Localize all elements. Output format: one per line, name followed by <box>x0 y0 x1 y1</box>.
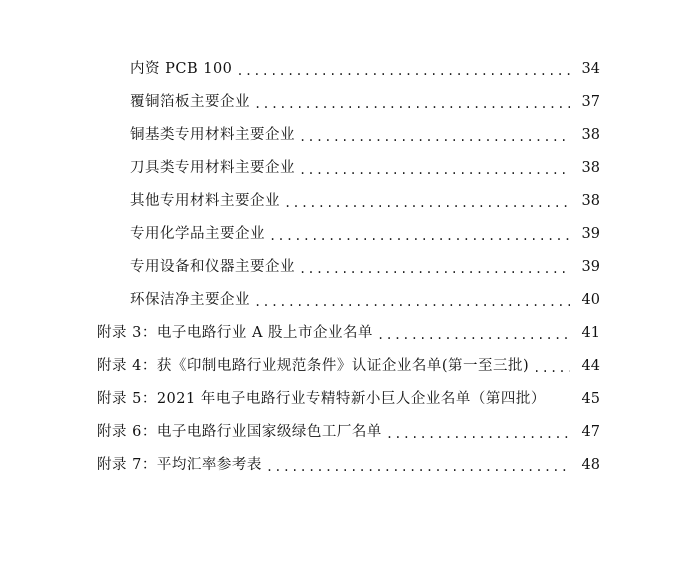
toc-entry-page: 40 <box>581 291 600 308</box>
toc-leader-dots <box>299 127 570 147</box>
toc-leader-dots <box>236 61 570 81</box>
toc-entry[interactable] <box>0 283 700 316</box>
toc-entry-title: 专用化学品主要企业 <box>130 225 265 242</box>
toc-entry-title: 刀具类专用材料主要企业 <box>130 159 295 176</box>
toc-entry[interactable] <box>0 52 700 85</box>
toc-entry-page: 37 <box>581 93 600 110</box>
toc-entry[interactable] <box>0 118 700 151</box>
toc-entry-title: 专用设备和仪器主要企业 <box>130 258 295 275</box>
toc-entry[interactable] <box>0 217 700 250</box>
toc-entry-title: 附录 3：电子电路行业 A 股上市企业名单 <box>97 324 374 341</box>
toc-entry-title: 其他专用材料主要企业 <box>130 192 280 209</box>
toc-entry-title: 铜基类专用材料主要企业 <box>130 126 295 143</box>
toc-leader-dots <box>266 457 570 477</box>
toc-entry[interactable] <box>0 316 700 349</box>
toc-entry-title: 内资 PCB 100 <box>130 60 233 77</box>
toc-leader-dots <box>299 259 570 279</box>
toc-entry-title: 附录 6：电子电路行业国家级绿色工厂名单 <box>97 423 382 440</box>
toc-leader-dots <box>284 193 570 213</box>
toc-entry-page: 38 <box>581 126 600 143</box>
toc-entry[interactable] <box>0 85 700 118</box>
toc-entry-page: 45 <box>581 390 600 407</box>
table-of-contents <box>0 52 700 481</box>
toc-leader-dots <box>299 160 570 180</box>
toc-entry-page: 38 <box>581 159 600 176</box>
toc-entry[interactable] <box>0 184 700 217</box>
toc-entry-page: 48 <box>581 456 600 473</box>
toc-entry[interactable] <box>0 382 700 415</box>
toc-entry-title: 环保洁净主要企业 <box>130 291 250 308</box>
toc-entry-title: 附录 5：2021 年电子电路行业专精特新小巨人企业名单（第四批） <box>97 390 546 407</box>
toc-leader-dots <box>377 325 570 345</box>
toc-leader-dots <box>533 358 570 378</box>
toc-entry-page: 34 <box>581 60 600 77</box>
toc-leader-dots <box>269 226 570 246</box>
toc-entry[interactable] <box>0 250 700 283</box>
toc-entry-page: 47 <box>581 423 600 440</box>
toc-entry-page: 38 <box>581 192 600 209</box>
toc-entry-page: 44 <box>581 357 600 374</box>
toc-entry-page: 41 <box>581 324 600 341</box>
toc-entry-title: 覆铜箔板主要企业 <box>130 93 250 110</box>
toc-entry-title: 附录 4：获《印制电路行业规范条件》认证企业名单(第一至三批) <box>97 357 530 374</box>
toc-entry[interactable] <box>0 448 700 481</box>
toc-entry[interactable] <box>0 151 700 184</box>
toc-leader-dots <box>254 94 570 114</box>
toc-entry-page: 39 <box>581 258 600 275</box>
toc-entry-title: 附录 7：平均汇率参考表 <box>97 456 262 473</box>
toc-leader-dots <box>254 292 570 312</box>
toc-entry[interactable] <box>0 349 700 382</box>
toc-entry[interactable] <box>0 415 700 448</box>
toc-leader-dots <box>386 424 570 444</box>
toc-entry-page: 39 <box>581 225 600 242</box>
